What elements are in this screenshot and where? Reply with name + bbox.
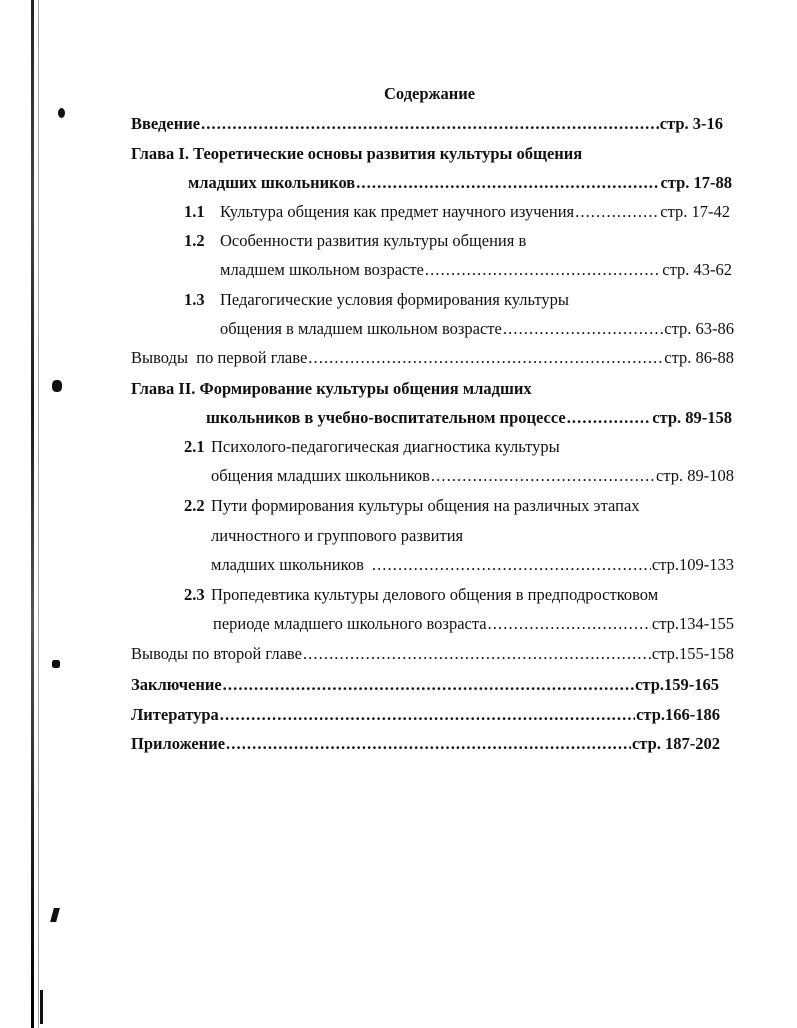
scan-speck [40,990,43,1024]
toc-label: Выводы по второй главе [131,644,302,663]
toc-page: стр. 89-108 [656,466,734,485]
toc-page: стр. 187-202 [631,734,720,753]
toc-page: стр.134-155 [651,614,734,633]
toc-number: 2.2 [184,496,205,515]
toc-label: Особенности развития культуры общения в [220,231,527,250]
dot-leader [431,466,655,486]
toc-label: Выводы по первой главе [131,348,308,367]
dot-leader [223,675,634,695]
toc-entry-1-2 [220,260,732,280]
dot-leader [372,555,651,575]
binder-hole-mark [52,660,60,668]
scan-edge [31,0,34,1028]
toc-number: 1.1 [184,202,205,221]
toc-page: стр. 86-88 [664,348,734,367]
toc-entry-1-2-title [184,231,526,251]
toc-number: 1.3 [184,290,205,309]
toc-entry-1-3-title [184,290,569,310]
dot-leader [226,734,631,754]
dot-leader [425,260,661,280]
toc-page: стр.166-186 [636,705,720,724]
toc-entry-1-3 [220,319,734,339]
toc-entry-chapter1 [188,173,732,193]
toc-label: периоде младшего школьного возраста [213,614,487,633]
toc-page: стр.159-165 [635,675,719,694]
toc-label: младших школьников [211,555,364,574]
toc-page: стр. 3-16 [659,114,723,133]
toc-entry-2-3 [213,614,734,634]
toc-number: 1.2 [184,231,205,250]
toc-page: стр. 43-62 [662,260,732,279]
toc-number: 2.1 [184,437,205,456]
dot-leader [503,319,663,339]
toc-label: школьников в учебно-воспитательном процессе [206,408,566,427]
toc-entry-chapter2 [206,408,732,428]
toc-label: Заключение [131,675,222,694]
dot-leader [201,114,659,134]
scan-edge-shadow [38,0,39,1028]
dot-leader [488,614,651,634]
toc-entry-1-1 [184,202,730,222]
toc-label: Пути формирования культуры общения на различных этапах [211,496,640,515]
toc-page: стр.109-133 [651,555,734,574]
scan-speck [50,908,60,922]
toc-label: общения младших школьников [211,466,430,485]
toc-label: Культура общения как предмет научного изучения [220,202,575,221]
toc-entry-2-1 [211,466,734,486]
toc-page: стр.155-158 [651,644,734,663]
toc-label: Психолого-педагогическая диагностика культуры [211,437,560,456]
toc-entry-conclusions1 [131,348,734,368]
toc-page: стр. 63-86 [664,319,734,338]
toc-page: стр. 17-88 [660,173,732,192]
toc-entry-conclusions2 [131,644,734,664]
toc-entry-2-3-title [184,585,658,605]
toc-chapter2-title: Глава II. Формирование культуры общения младших [131,379,532,398]
toc-entry-intro [131,114,723,134]
toc-label: младшем школьном возрасте [220,260,424,279]
toc-entry-2-2 [211,555,734,575]
toc-label: младших школьников [188,173,356,192]
toc-entry-literature [131,705,720,725]
toc-page: стр. 17-42 [660,202,730,221]
toc-number: 2.3 [184,585,205,604]
dot-leader [575,202,659,222]
toc-label: Введение [131,114,201,133]
toc-entry-appendix [131,734,720,754]
toc-entry-2-2-title [184,496,640,516]
dot-leader [308,348,663,368]
toc-label: Пропедевтика культуры делового общения в предподростковом [211,585,659,604]
toc-label: Педагогические условия формирования культуры [220,290,569,309]
binder-hole-mark [52,380,62,392]
toc-page: стр. 89-158 [652,408,732,427]
dot-leader [356,173,659,193]
toc-label: Приложение [131,734,226,753]
scan-speck [58,108,65,118]
page-title: Содержание [384,84,476,103]
toc-entry-2-1-title [184,437,560,457]
dot-leader [220,705,635,725]
toc-chapter1-title: Глава I. Теоретические основы развития культуры общения [131,144,583,163]
toc-entry-2-2-line2: личностного и группового развития [211,526,464,545]
dot-leader [567,408,651,428]
dot-leader [303,644,651,664]
toc-label: Литература [131,705,219,724]
toc-label: общения в младшем школьном возрасте [220,319,502,338]
toc-entry-conclusion [131,675,719,695]
